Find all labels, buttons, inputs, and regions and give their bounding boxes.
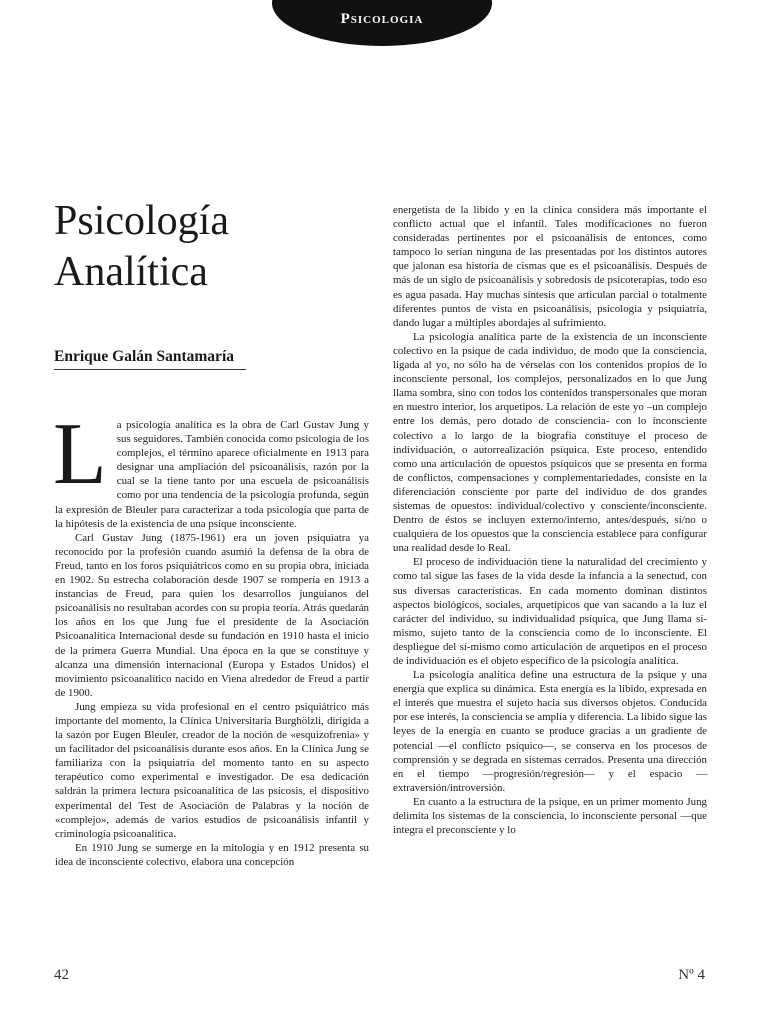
paragraph: energetista de la libido y en la clínica considera más importante el conflicto actual que el infantil. Tales modificaciones no fueron consideradas pertinentes por el psicoanálisis de entonces, como tampoco lo serían ninguna de las presentadas por los distintos autores que jalonan esa historia de cismas que es el psicoanálisis. Después de más de un siglo de psicoanálisis y sobredosis de psicoterapias, todo eso es agua pasada. Hay muchas síntesis que articulan parcial o totalmente diferentes puntos de vista en psicoanálisis, psicología y psiquiatría, dando lugar a múltiples abordajes al sufrimiento. [393,204,707,329]
issue-number: Nº 4 [678,967,705,983]
page-number: 42 [54,967,69,983]
left-column [53,406,369,869]
title-line-1: Psicología [54,198,229,244]
paragraph: Carl Gustav Jung (1875-1961) era un joven psiquiatra ya reconocido por la profesión cuando asumió la defensa de la obra de Freud, tanto en los foros psiquiátricos como en su propia obra, iniciada en 1902. Su estrecha colaboración desde 1907 se rompería en 1913 a instancias de Freud, para quien los desarrollos junguianos del psicoanálisis no resultaban acordes con su propia teoría. Atrás quedarán los años en los que Jung fue el presidente de la Asociación Psicoanalítica Internacional desde su fundación en 1910 hasta el inicio de la primera Guerra Mundial. Una época en la que se constituye y alcanza una dimensión internacional (Europa y Estados Unidos) el movimiento psicoanalítico nacido en Viena alrededor de Freud a partir de 1900. [55,531,369,699]
paragraph: La psicología analítica parte de la existencia de un inconsciente colectivo en la psique de cada individuo, de modo que la consciencia, ligada al yo, no sólo ha de vérselas con los contenidos propios de lo inconsciente personal, los complejos, personalizados en lo que Jung llama sombra, sino con todos los contenidos transpersonales que moran en nuestro interior, los arquetipos. La relación de este yo –un complejo entre los demás, pero dotado de consciencia- con lo inconsciente colectivo a lo largo de la biografía constituye el proceso de individuación, o autorrealización psíquica. Este proceso, entendido como una articulación de opuestos psíquicos que se presenta en forma de conflictos, compensaciones y complementariedades, consiste en la diferenciación consciente por parte del individuo de dos grandes sistemas de opuestos: individual/colectivo y consciente/inconsciente. Dentro de éstos se incluyen externo/interno, antes/después, sí/no o cualquiera de los opuestos que la consciencia establece para configurar una realidad desde lo Real. [393,330,707,555]
paragraph: Jung empieza su vida profesional en el centro psiquiátrico más importante del momento, la Clínica Universitaria Burghölzli, dirigida a la sazón por Eugen Bleuler, creador de la noción de «esquizofrenia» y un facilitador del psicoanálisis durante esos años. En la Clínica Jung se familiariza con la psiquiatría del momento tanto en su aspecto terapéutico como experimental e investigador. De esa dedicación saldrán la primera lectura psicoanalítica de las psicosis, el dispositivo experimental del Test de Asociación de Palabras y la noción de «complejo», además de varios estudios de psicoanálisis infantil y criminología psicoanalítica. [55,700,369,840]
dropcap: L [53,406,107,503]
paragraph: En 1910 Jung se sumerge en la mitología y en 1912 presenta su idea de inconsciente colectivo, elabora una concepción [55,841,369,868]
paragraph [53,406,369,531]
right-column [393,203,707,837]
paragraph: La psicología analítica define una estructura de la psique y una energía que explica su dinámica. Esta energía es la libido, expresada en el interés que muestra el sujeto hacia sus diversos objetos. Conducida por ese interés, la consciencia se amplía y diferencia. La libido sigue las leyes de la energía en cuanto se produce gracias a un gradiente de potencial —el conflicto psíquico—, se conserva en los procesos de comprensión y se degrada en sistemas cerrados. Presenta una dirección en el tiempo —progresión/regresión— y el espacio —extraversión/introversión. [393,669,707,794]
paragraph-text: a psicología analítica es la obra de Carl Gustav Jung y sus seguidores. También conocida como psicología de los complejos, el término aparece oficialmente en 1913 para designar una ampliación del psicoanálisis, razón por la cual se la tiene tanto por una escuela de psicoanálisis como por una tendencia de la psicología profunda, según la expresión de Bleuler para caracterizar a toda psicología que parta de la hipótesis de la existencia de una psique inconsciente. [55,419,369,530]
title-line-2: Analítica [54,249,208,295]
author-byline: Enrique Galán Santamaría [54,348,246,370]
paragraph: En cuanto a la estructura de la psique, en un primer momento Jung delimita los sistemas de la consciencia, lo inconsciente personal —que integra el preconsciente y lo [393,795,707,837]
paragraph: El proceso de individuación tiene la naturalidad del crecimiento y como tal sigue las fases de la vida desde la infancia a la senectud, con sus diversas características. En cada momento dominan distintos aspectos biológicos, sociales, arquetípicos que van sacando a la luz el carácter del individuo, su individualidad psíquica, que Jung llama sí-mismo, sujeto tanto de la consciencia como de lo inconsciente. El despliegue del sí-mismo como articulación de arquetipos en el proceso de individuación es el objeto específico de la psicología analítica. [393,556,707,667]
article-title [54,196,354,298]
section-label: Psicologia [340,11,424,27]
